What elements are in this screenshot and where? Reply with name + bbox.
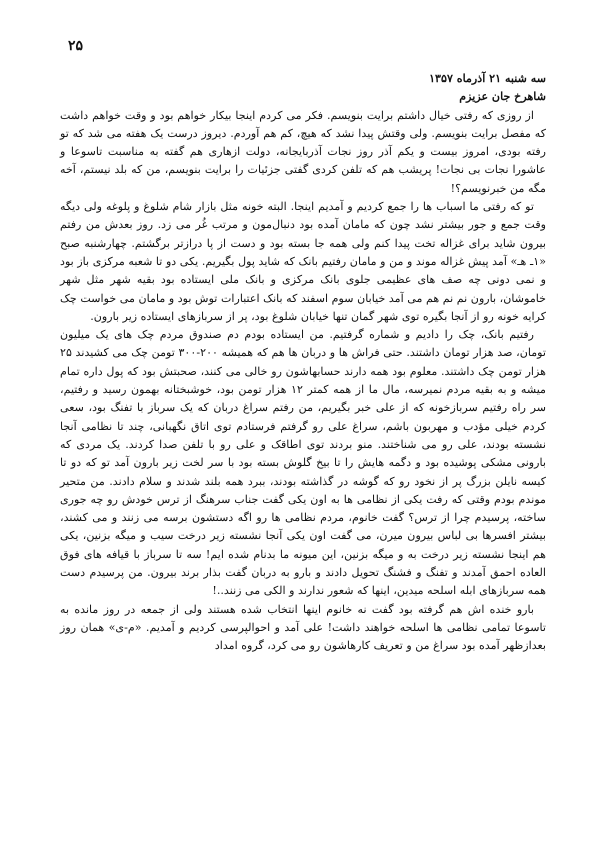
page-number: ۲۵ [68, 38, 84, 54]
paragraph: از روزی که رفتی خیال داشتم برایت بنویسم. فکر می کردم اینجا بیکار خواهم بود و وقت خواهم داشت که مفصل برایت بنویسم. ولی وقتش پیدا نشد که هیچ، کم هم آوردم. دیروز درست یک هفته می شد که تو رفته بودی، امروز بیست و یکم آذر روز نجات آذربایجانه، دولت ازهاری هم گفته به مناسبت تاسوعا و عاشورا نجات بی نجات! پریشب هم که تلفن کردی گفتی جزئیات را برایت بنویسم، من که بلد نیستم، آخه مگه من خبرنویسم؟! [60, 108, 546, 195]
letter-body [60, 70, 546, 656]
date-line: سه شنبه ۲۱ آذرماه ۱۳۵۷ [429, 72, 546, 85]
paragraph: رفتیم بانک، چک را دادیم و شماره گرفتیم. من ایستاده بودم دم صندوق مردم چک های یک میلیون تومان، صد هزار تومان داشتند. حتی فراش ها و دربان ها هم که همیشه ۲۰۰-۳۰۰ تومن چک می کشیدند ۲۵ هزار تومن چک داشتند. معلوم بود همه دارند حسابهاشون رو خالی می کنند، صحبتش بود که پول داره تمام میشه و به بقیه مردم نمیرسه، مال ما از همه کمتر ۱۲ هزار تومن بود، خوشبختانه بهمون رسید و رفتیم، سر راه رفتیم سربازخونه که از علی خبر بگیریم، من رفتم سراغ دربان که یک سرباز با تفنگ بود، سعی کردم خیلی مؤدب و مهربون باشم، سراغ علی رو گرفتم فرستادم توی اتاق نگهبانی، چند تا نظامی آنجا نشسته بودند، علی رو می شناختند. منو بردند توی اطاقک و علی رو با تلفن صدا کردند. یک مردی که بارونی مشکی پوشیده بود و دگمه هایش را تا بیخ گلوش بسته بود با سر لخت زیر بارون آمد تو که دو تا کیسه نایلن بزرگ پر از نخود رو که گوشه در گذاشته بودند، ببرد همه بلند شدند و سلام دادند. من متحیر موندم بودم وقتی که رفت یکی از نظامی ها به اون یکی گفت جناب سرهنگ از ترس خودش رو چه جوری ساخته، پرسیدم چرا از ترس؟ گفت خانوم، مردم نظامی ها رو اگه دستشون برسه می زنند و می کشند، بیشتر افسرها بی لباس بیرون میرن، می گفت اون یکی آنجا نشسته زیر درخت سیب و میگه بزنین، یکی هم اینجا نشسته زیر درخت به و میگه بزنین، این میونه ما بدنام شده ایم! سه تا سرباز با قیافه های فوق العاده احمق آمدند و تفنگ و فشنگ تحویل دادند و بارو به دربان گفت بذار برند بیرون. من پرسیدم دست همه سربازهای ابله اسلحه میدین، اینها که شعور ندارند و الکی می زنند..! [60, 328, 547, 598]
paragraph: تو که رفتی ما اسباب ها را جمع کردیم و آمدیم اینجا. البته خونه مثل بازار شام شلوغ و پلوغه ولی دیگه وقت جمع و جور بیشتر نشد چون که مامان آمده بود دنبال‌مون و مرتب غُر می زد. روز بعدش من رفتم بیرون شاید برای غزاله تخت پیدا کنم ولی همه جا بسته بود و دست از پا درازتر برگشتم. چهارشنبه صبح «۱ـ هـ» آمد پیش غزاله موند و من و مامان رفتیم بانک که شاید پول بگیریم. یکی دو تا شعبه مرکزی باز بود و نمی دونی چه صف های عظیمی جلوی بانک مرکزی و بانک ملی ایستاده بود بقیه شهر مثل شهر خاموشان، بارون نم نم هم می آمد خیابان سوم اسفند که بانک اعتبارات توش بود و مامان می خواست چک کرایه خونه رو از آنجا بگیره توی شهر گمان تنها خیابان شلوغ بود، پر از سربازهای ایستاده زیر بارون. [60, 200, 546, 323]
paragraph: بارو خنده اش هم گرفته بود گفت نه خانوم اینها انتخاب شده هستند ولی از جمعه در روز مانده به تاسوعا تمامی نظامی ها اسلحه خواهند داشت! علی آمد و احوالپرسی کردیم و آمدیم. «م-ی» همان روز بعدازظهر آمده بود سراغ من و تعریف کارهاشون رو می کرد، گروه امداد [60, 602, 546, 653]
salutation: شاهرخ جان عزیزم [459, 90, 546, 104]
